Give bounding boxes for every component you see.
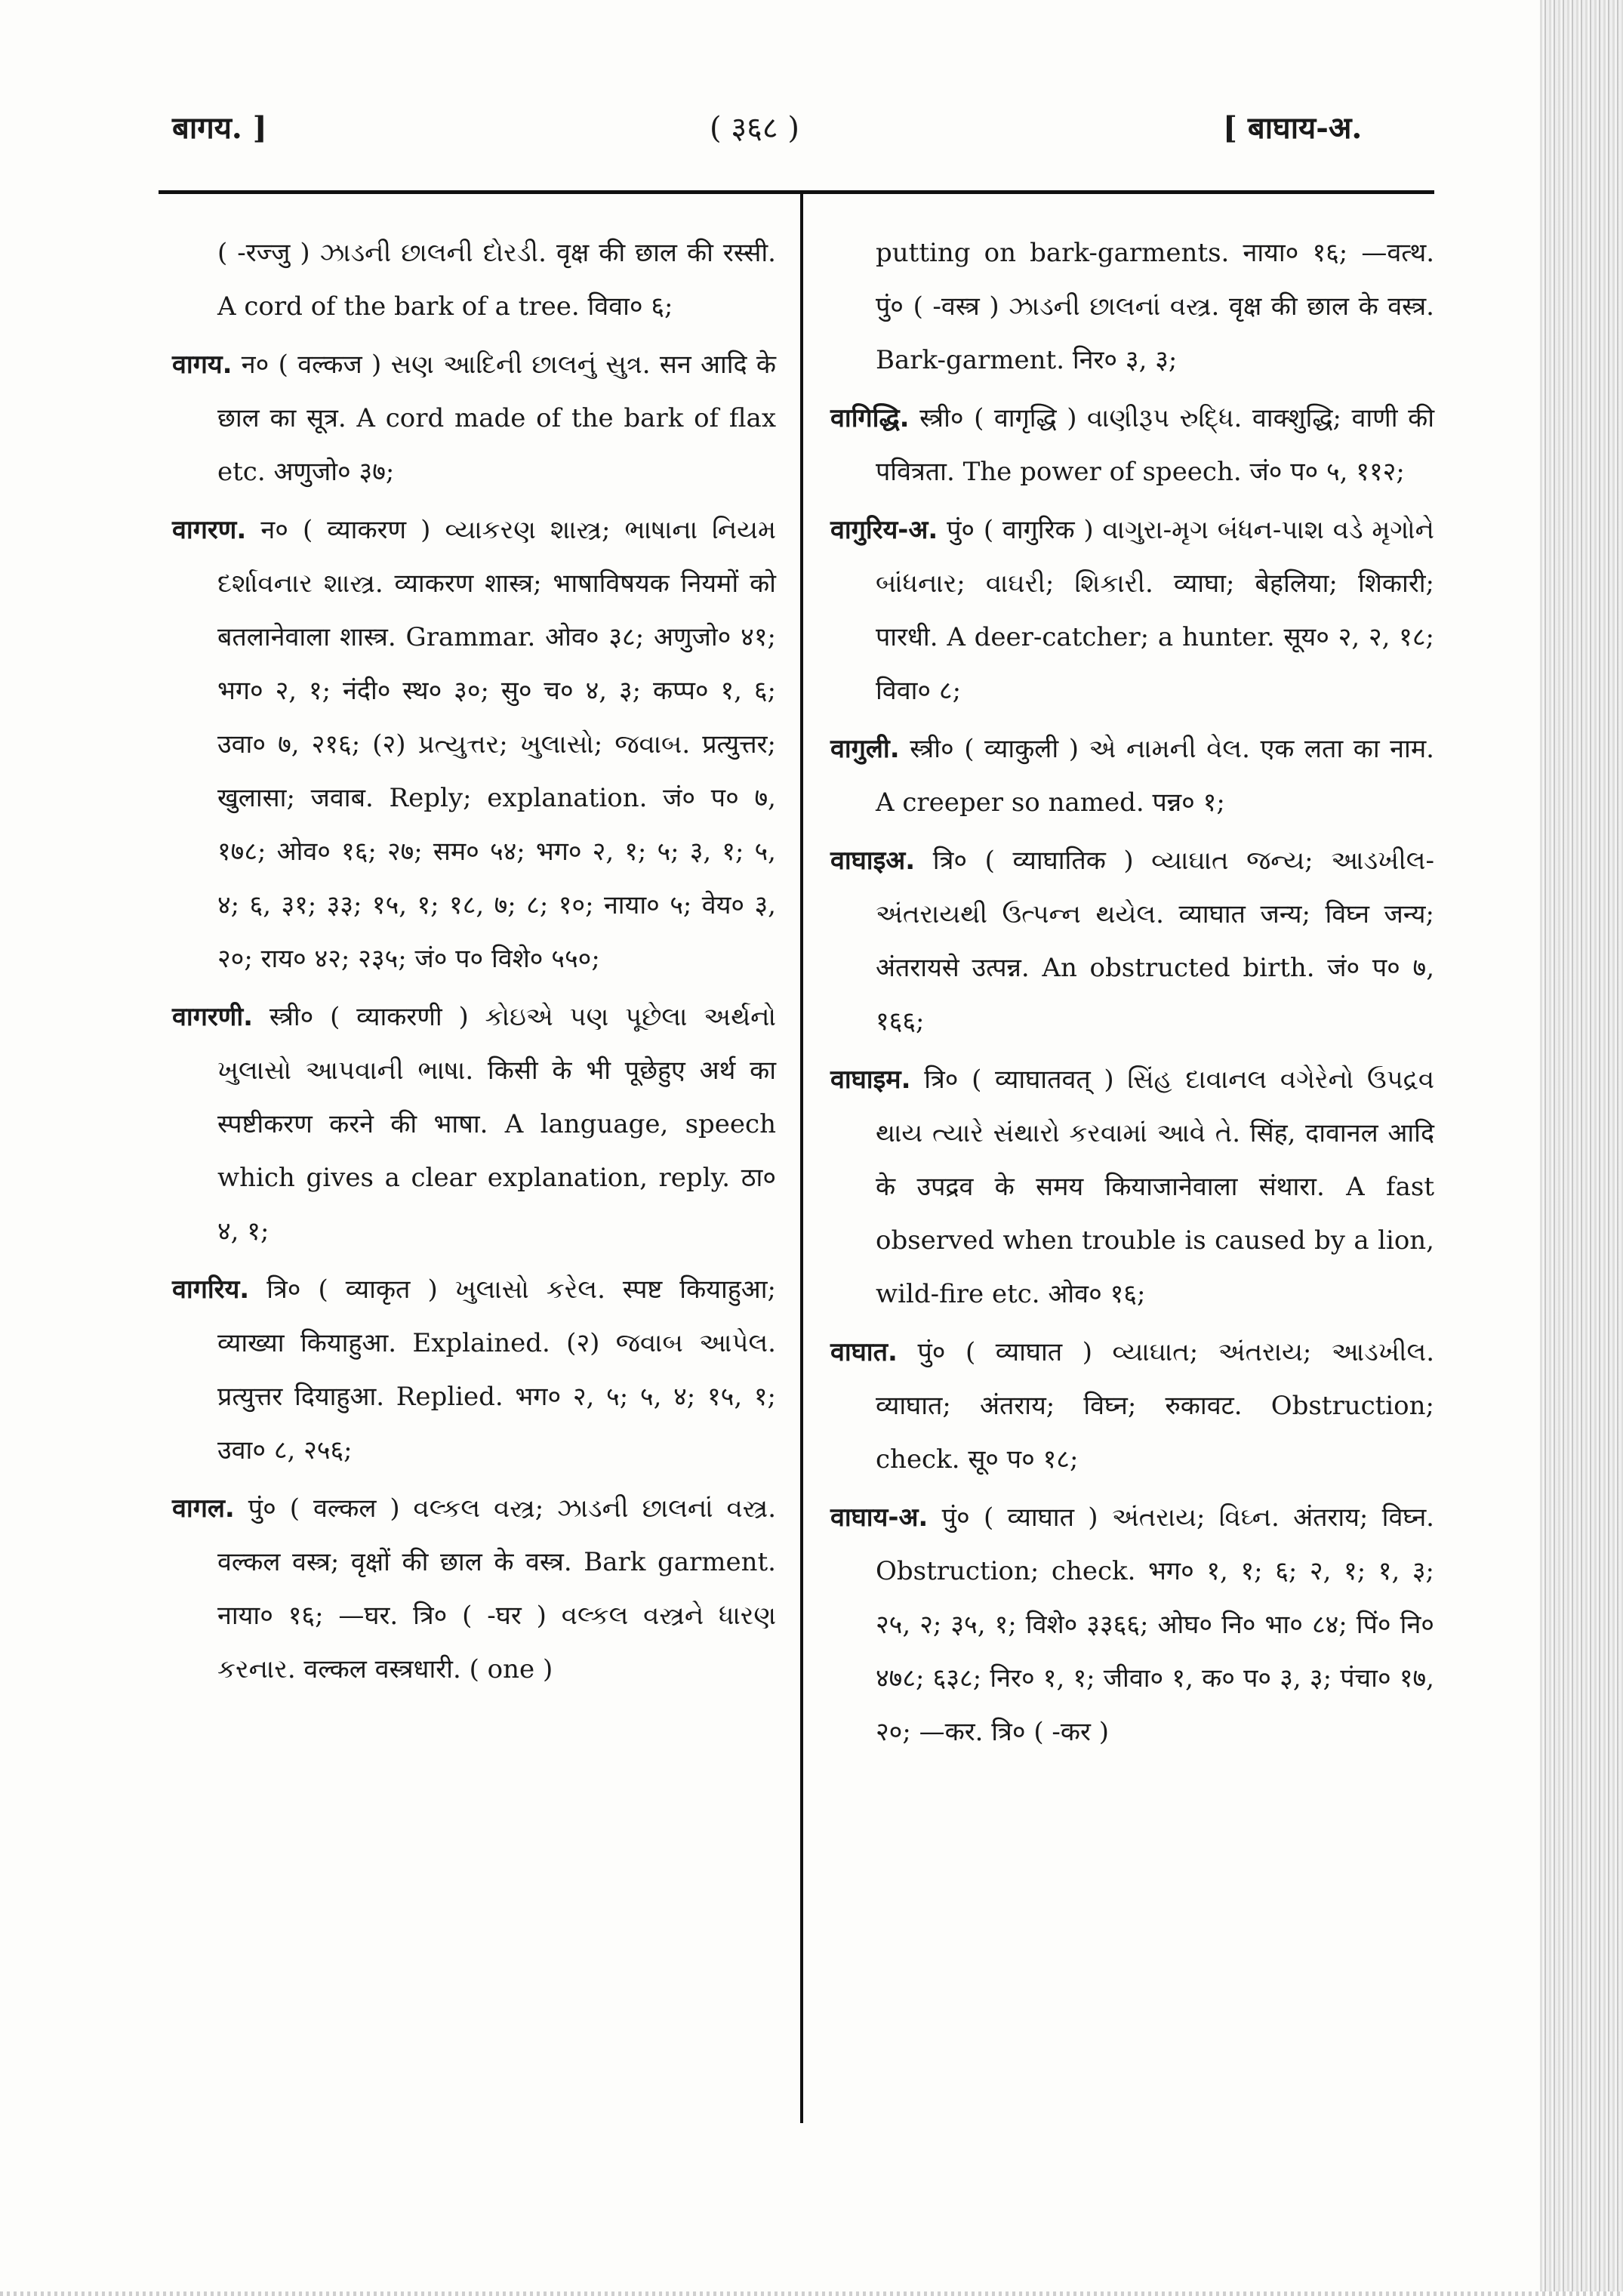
entry-headword: वागुरिय-अ. bbox=[830, 515, 938, 545]
dictionary-entry: वाघाय-अ. पुं० ( व्याघात ) અંતરાય; વિઘ્ન. अंतराय; विघ्न. Obstruction; check. भग० १, १; ६; २, १; १, ३; २५, २; ३५, १; विशे० ३३६६; ओघ० नि० भा० ८४; पिं० नि० ४७८; ६३८; निर० १, १; जीवा० १, क० प० ३, ३; पंचा० १७, २०; —कर. त्रि० ( -कर ) bbox=[830, 1502, 1434, 1747]
entry-headword: वागिद्धि. bbox=[830, 403, 910, 433]
dictionary-entry: वागरणी. स्त्री० ( व्याकरणी ) કોઇએ પણ પૂછેલા અર્થનો ખુલાસો આપવાની ભાષા. किसी के भी पूछेहुए अर्थ का स्पष्टीकरण करने की भाषा. A language, speech which gives a clear explanation, reply. ठा० ४, १; bbox=[172, 1002, 776, 1247]
dictionary-entry: ( -रज्जु ) ઝાડની છાલની દોરડી. वृक्ष की छाल की रस्सी. A cord of the bark of a tree. विवा० ६; bbox=[217, 238, 776, 322]
dictionary-entry: वागय. न० ( वल्कज ) સણ આદિની છાલનું સુત્ર. सन आदि के छाल का सूत्र. A cord made of the bark of flax etc. अणुजो० ३७; bbox=[172, 350, 777, 487]
header-right-guideword: [ बाघाय-अ. bbox=[1223, 110, 1363, 146]
dictionary-entry: वागल. पुं० ( वल्कल ) વલ્કલ વસ્ત્ર; ઝાડની છાલનાં વસ્ત્ર. वल्कल वस्त्र; वृक्षों की छाल के वस्त्र. Bark garment. नाया० १६; —घर. त्रि० ( -घर ) વલ્કલ વસ્ત્રને ધારણ કરનાર. वल्कल वस्त्रधारी. ( one ) bbox=[172, 1493, 776, 1684]
entry-headword: वाघाय-अ. bbox=[830, 1502, 929, 1533]
dictionary-entry: वाघात. पुं० ( व्याघात ) વ્યાઘાત; અંતરાય; આડખીલ. व्याघात; अंतराय; विघ्न; रुकावट. Obstruction; check. सू० प० १८; bbox=[830, 1337, 1435, 1475]
entry-headword: वाघाइम. bbox=[830, 1065, 911, 1095]
dictionary-entry: वागुली. स्त्री० ( व्याकुली ) એ નામની વેલ. एक लता का नाम. A creeper so named. पन्न० १; bbox=[830, 734, 1434, 818]
page-scan-edge bbox=[1540, 0, 1623, 2296]
entry-headword: वागय. bbox=[172, 350, 233, 380]
dictionary-entry: वाघाइअ. त्रि० ( व्याघातिक ) વ્યાઘાત જન્ય; આડખીલ-અંતરાયથી ઉત્પન્ન થયેલ. व्याघात जन्य; विघ्न जन्य; अंतरायसे उत्पन्न. An obstructed birth. जं० प० ७, १६६; bbox=[830, 846, 1434, 1037]
dictionary-entry: वागिद्धि. स्त्री० ( वागृद्धि ) વાણીરૂપ રુદ્ધિ. वाक्शुद्धि; वाणी की पवित्रता. The power of speech. जं० प० ५, ११२; bbox=[830, 403, 1435, 487]
left-column bbox=[172, 227, 776, 1701]
page-bottom-edge bbox=[0, 2291, 1623, 2296]
entry-headword: वागल. bbox=[172, 1493, 235, 1524]
dictionary-entry: वागरण. न० ( व्याकरण ) વ્યાકરણ શાસ્ત્ર; ભાષાના નિયમ દર્શાવનાર શાસ્ત્ર. व्याकरण शास्त्र; भाषाविषयक नियमों को बतलानेवाला शास्त्र. Grammar. ओव० ३८; अणुजो० ४१; भग० २, १; नंदी० स्थ० ३०; सु० च० ४, ३; कप्प० १, ६; उवा० ७, २१६; (२) પ્રત્યુત્તર; ખુલાસો; જવાબ. प्रत्युत्तर; खुलासा; जवाब. Reply; explanation. जं० प० ७, १७८; ओव० १६; २७; सम० ५४; भग० २, १; ५; ३, १; ५, ४; ६, ३१; ३३; १५, १; १८, ७; ८; १०; नाया० ५; वेय० ३, २०; राय० ४२; २३५; जं० प० विशे० ५५०; bbox=[172, 515, 777, 974]
dictionary-entry: वाघाइम. त्रि० ( व्याघातवत् ) સિંહ દાવાનલ વગેરેનો ઉપદ્રવ થાય ત્યારે સંથારો કરવામાં આવે તે. सिंह, दावानल आदि के उपद्रव के समय कियाजानेवाला संथारा. A fast observed when trouble is caused by a lion, wild-fire etc. ओव० १६; bbox=[830, 1065, 1435, 1309]
header-rule bbox=[159, 190, 1434, 194]
entry-headword: वागरणी. bbox=[172, 1002, 254, 1032]
column-divider bbox=[800, 190, 803, 2123]
page-header bbox=[0, 106, 1510, 159]
entry-headword: वागुली. bbox=[830, 734, 900, 764]
entry-headword: वाघाइअ. bbox=[830, 846, 916, 876]
page-number: ( ३६८ ) bbox=[710, 111, 800, 146]
entry-headword: वाघात. bbox=[830, 1337, 898, 1367]
dictionary-entry: putting on bark-garments. नाया० १६; —वत्थ. पुं० ( -वस्त्र ) ઝાડની છાલનાં વસ્ત્ર. वृक्ष की छाल के वस्त्र. Bark-garment. निर० ३, ३; bbox=[876, 238, 1434, 375]
right-column bbox=[830, 227, 1434, 1764]
dictionary-entry: वागरिय. त्रि० ( व्याकृत ) ખુલાસો કરેલ. स्पष्ट कियाहुआ; व्याख्या कियाहुआ. Explained. (२) જવાબ આપેલ. प्रत्युत्तर दियाहुआ. Replied. भग० २, ५; ५, ४; १५, १; उवा० ८, २५६; bbox=[172, 1274, 777, 1465]
header-left-guideword: बागय. ] bbox=[172, 110, 267, 146]
entry-headword: वागरिय. bbox=[172, 1274, 250, 1305]
dictionary-entry: वागुरिय-अ. पुं० ( वागुरिक ) વાગુરા-મૃગ બંધન-પાશ વડે મૃગોને બાંધનાર; વાઘરી; શિકારી. व्याघा; बेहलिया; शिकारी; पारधी. A deer-catcher; a hunter. सूय० २, २, १८; विवा० ८; bbox=[830, 515, 1434, 706]
entry-headword: वागरण. bbox=[172, 515, 247, 545]
